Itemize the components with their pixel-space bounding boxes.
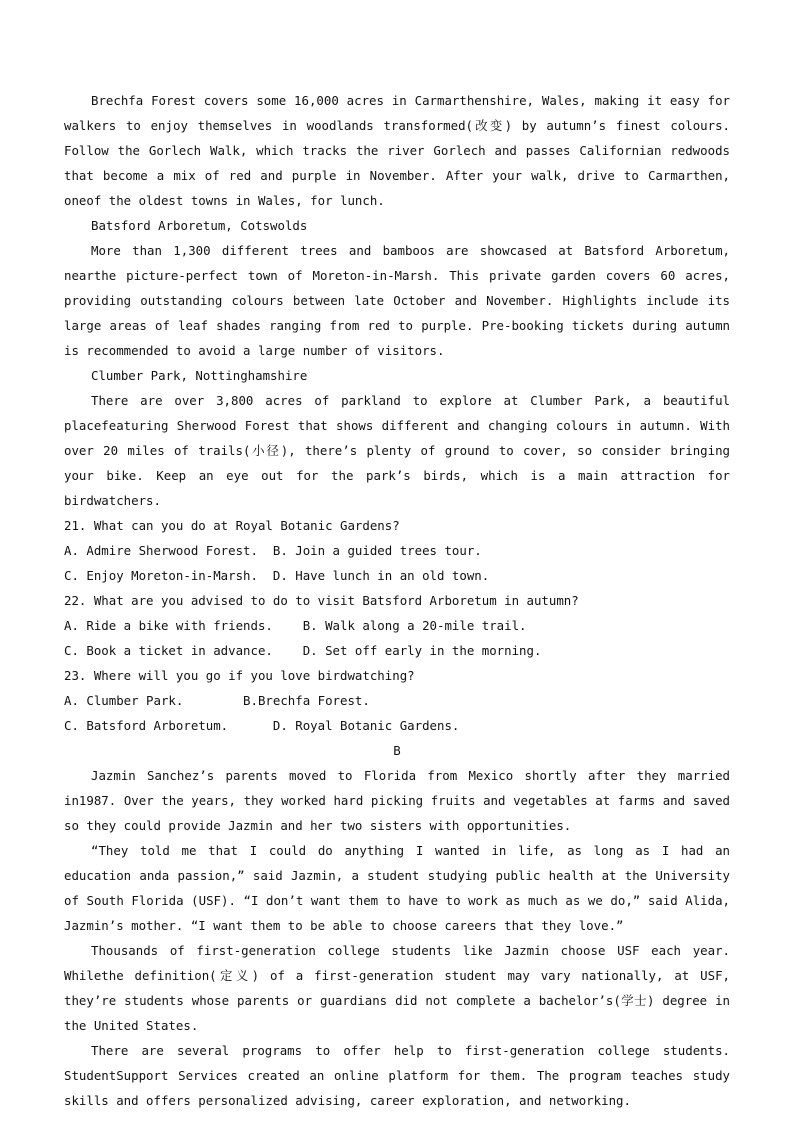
paragraph-b-3: Thousands of first-generation college students like Jazmin choose USF each year. Whilethe definition(定义) of a first-generation student may vary nationally, at USF, they’re students whose parents or guardians did not complete a bachelor’s(学士) degree in the United States.: [64, 943, 730, 1033]
heading-batsford-arboretum: Batsford Arboretum, Cotswolds: [91, 218, 308, 233]
paragraph-b-4: There are several programs to offer help to first-generation college students. StudentSupport Services created an online platform for them. The program teaches study skills and offers personalized advising, career exploration, and networking.: [64, 1043, 730, 1108]
question-22-options-row-1: A. Ride a bike with friends. B. Walk along a 20-mile trail.: [64, 618, 527, 633]
paragraph-batsford-arboretum: More than 1,300 different trees and bamboos are showcased at Batsford Arboretum, nearthe picture-perfect town of Moreton-in-Marsh. This private garden covers 60 acres, providing outstanding colours between late October and November. Highlights include its large areas of leaf shades ranging from red to purple. Pre-booking tickets during autumn is recommended to avoid a large number of visitors.: [64, 243, 730, 358]
question-23-options-row-2: C. Batsford Arboretum. D. Royal Botanic Gardens.: [64, 718, 460, 733]
paragraph-b-1: Jazmin Sanchez’s parents moved to Florida from Mexico shortly after they married in1987. Over the years, they worked hard picking fruits and vegetables at farms and saved so they could provide Jazmin and her two sisters with opportunities.: [64, 768, 730, 833]
question-21-options-row-1: A. Admire Sherwood Forest. B. Join a guided trees tour.: [64, 543, 482, 558]
question-21-stem: 21. What can you do at Royal Botanic Gardens?: [64, 518, 400, 533]
heading-clumber-park: Clumber Park, Nottinghamshire: [91, 368, 308, 383]
question-23-stem: 23. Where will you go if you love birdwatching?: [64, 668, 415, 683]
question-22-stem: 22. What are you advised to do to visit Batsford Arboretum in autumn?: [64, 593, 579, 608]
document-page: [64, 88, 730, 1113]
paragraph-clumber-park: There are over 3,800 acres of parkland to explore at Clumber Park, a beautiful placefeaturing Sherwood Forest that shows different and changing colours in autumn. With over 20 miles of trails(小径), there’s plenty of ground to cover, so consider bringing your bike. Keep an eye out for the park’s birds, which is a main attraction for birdwatchers.: [64, 393, 730, 508]
paragraph-b-2: “They told me that I could do anything I wanted in life, as long as I had an education anda passion,” said Jazmin, a student studying public health at the University of South Florida (USF). “I don’t want them to have to work as much as we do,” said Alida, Jazmin’s mother. “I want them to be able to choose careers that they love.”: [64, 843, 730, 933]
question-23-options-row-1: A. Clumber Park. B.Brechfa Forest.: [64, 693, 370, 708]
paragraph-brechfa-forest: Brechfa Forest covers some 16,000 acres in Carmarthenshire, Wales, making it easy for walkers to enjoy themselves in woodlands transformed(改变) by autumn’s finest colours. Follow the Gorlech Walk, which tracks the river Gorlech and passes Californian redwoods that become a mix of red and purple in November. After your walk, drive to Carmarthen, oneof the oldest towns in Wales, for lunch.: [64, 93, 730, 208]
question-22-options-row-2: C. Book a ticket in advance. D. Set off early in the morning.: [64, 643, 542, 658]
section-b-label: B: [393, 743, 401, 758]
question-21-options-row-2: C. Enjoy Moreton-in-Marsh. D. Have lunch in an old town.: [64, 568, 490, 583]
